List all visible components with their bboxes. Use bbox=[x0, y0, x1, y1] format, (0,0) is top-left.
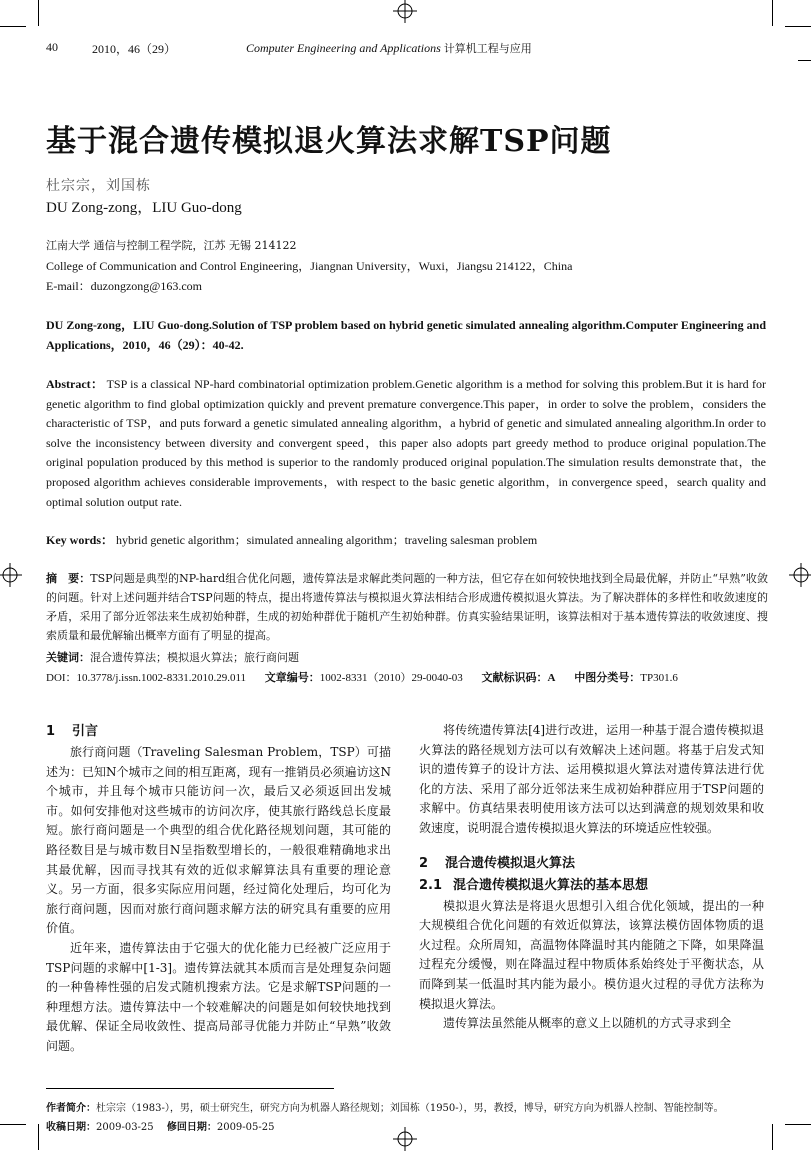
right-column bbox=[419, 721, 764, 1034]
classification-number: TP301.6 bbox=[640, 672, 678, 684]
author-bio bbox=[46, 1099, 724, 1114]
abstract-cn-text: TSP问题是典型的NP-hard组合优化问题，遗传算法是求解此类问题的一种方法，但它存在如何较快地找到全局最优解，并防止“早熟”收敛的问题。针对上述问题并结合TSP问题的特点，提出将遗传算法与模拟退火算法相结合形成遗传模拟退火算法。为了解决群体的多样性和收敛速度的矛盾，采用了部分近邻法来生成初始种群，生成的初始种群优于随机产生初始种群。仿真实验结果证明，该算法相对于基本遗传算法的收敛速度、搜索质量和最优解输出概率方面有了明显的提高。 bbox=[46, 572, 769, 642]
doi-line bbox=[46, 669, 678, 685]
abstract-cn bbox=[46, 569, 768, 645]
crop-mark bbox=[772, 1124, 773, 1150]
citation: DU Zong-zong，LIU Guo-dong.Solution of TSP problem based on hybrid genetic simulated annealing algorithm.Computer Engineering and Applications，2010，46（29）：40-42. bbox=[46, 318, 766, 352]
paragraph: 将传统遗传算法[4]进行改进，运用一种基于混合遗传模拟退火算法的路径规划方法可以有效解决上述问题。将基于启发式知识的遗传算子的设计方法、运用模拟退火算法对遗传算法进行优化的方法、采用了部分近邻法来生成初始种群应用于TSP问题的求解中。仿真结果表明使用该方法可以达到满意的规划效果和收敛速度，说明混合遗传模拟退火算法的环境适应性较强。 bbox=[419, 723, 764, 835]
revised-label: 修回日期： bbox=[166, 1122, 217, 1133]
section-heading bbox=[46, 721, 391, 743]
keywords-cn-label: 关键词： bbox=[46, 651, 90, 664]
section-title: 引言 bbox=[72, 724, 99, 739]
section-heading bbox=[419, 853, 764, 875]
section-title: 混合遗传模拟退火算法 bbox=[445, 855, 576, 871]
paper-title: 基于混合遗传模拟退火算法求解TSP问题 bbox=[46, 124, 612, 159]
section-number: 1 bbox=[46, 724, 56, 739]
registration-mark-icon bbox=[393, 0, 417, 23]
article-number-label: 文章编号： bbox=[264, 671, 320, 684]
abstract-cn-label: 摘 要： bbox=[46, 572, 91, 585]
paragraph: 模拟退火算法是将退火思想引入组合优化领域，提出的一种大规模组合优化问题的有效近似算法，该算法模仿固体物质的退火过程。众所周知，高温物体降温时其内能随之下降，如果降温过程充分缓慢，则在降温过程中物质体系始终处于平衡状态，从而降到某一低温时其内能为最小。模仿退火过程的寻优方法称为模拟退火算法。 bbox=[419, 898, 764, 1011]
registration-mark-icon bbox=[0, 563, 22, 587]
crop-mark bbox=[38, 0, 39, 26]
received-label: 收稿日期： bbox=[46, 1122, 96, 1133]
article-number: 1002-8331（2010）29-0040-03 bbox=[319, 672, 463, 684]
subsection-title: 混合遗传模拟退火算法的基本思想 bbox=[453, 877, 649, 893]
paragraph: 遗传算法虽然能从概率的意义上以随机的方式寻求到全 bbox=[443, 1016, 732, 1031]
crop-mark bbox=[38, 1124, 39, 1150]
section-number: 2 bbox=[419, 855, 429, 871]
crop-mark bbox=[785, 26, 811, 27]
document-code: A bbox=[547, 672, 556, 684]
affiliation-en: College of Communication and Control Engineering，Jiangnan University，Wuxi，Jiangsu 214122，China bbox=[46, 259, 573, 273]
revised-date: 2009-05-25 bbox=[216, 1122, 275, 1133]
journal-name-cn: 计算机工程与应用 bbox=[443, 42, 532, 55]
paragraph: 旅行商问题（Traveling Salesman Problem，TSP）可描述为：已知N个城市之间的相互距离，现有一推销员必须遍访这N个城市，并且每个城市只能访问一次，最后又必须返回出发城市。如何安排他对这些城市的访问次序，使其旅行路线总长度最短。旅行商问题是一个典型的组合优化路径规划问题，其可能的路径数目是与城市数目N呈指数型增长的，一般很难精确地求出其最优解，因而寻找其有效的近似求解算法具有重要的理论意义。另一方面，很多实际应用问题，经过简化处理后，均可化为旅行商问题，因而对旅行商问题求解方法的研究具有重要的应用价值。 bbox=[46, 745, 392, 936]
authors-cn: 杜宗宗，刘国栋 bbox=[46, 178, 151, 194]
crop-mark bbox=[0, 26, 26, 27]
keywords-cn bbox=[46, 649, 299, 665]
issue-info: 2010，46（29） bbox=[92, 42, 177, 56]
left-column bbox=[46, 721, 391, 1057]
abstract-text: TSP is a classical NP-hard combinatorial optimization problem.Genetic algorithm is a method for solving this problem.But it is hard for genetic algorithm to find global optimization quickly and prevent premature convergence.This paper，in order to solve the problem，considers the characteristic of TSP，and puts forward a genetic simulated annealing algorithm，a hybrid of genetic and simulated annealing algorithm.In order to solve the inconsistency between diversity and convergent speed，this paper also adopts part greedy method to produce original population.The original population produced by this method is superior to the randomly produced original population.The simulation results demonstrate that，the proposed algorithm achieves considerable improvements，with respect to the basic genetic algorithm，in convergence speed，search quality and optimal solution output rate. bbox=[46, 377, 767, 509]
page-number: 40 bbox=[46, 40, 58, 54]
footnote-rule bbox=[46, 1088, 334, 1089]
keywords-en bbox=[46, 531, 537, 548]
doi: DOI：10.3778/j.issn.1002-8331.2010.29.011 bbox=[46, 672, 247, 684]
abstract-label: Abstract： bbox=[46, 377, 104, 391]
crop-mark bbox=[785, 1124, 811, 1125]
author-bio-label: 作者简介： bbox=[46, 1103, 96, 1114]
email: E-mail：duzongzong@163.com bbox=[46, 279, 203, 293]
classification-label: 中图分类号： bbox=[574, 671, 641, 684]
affiliation-cn: 江南大学 通信与控制工程学院，江苏 无锡 214122 bbox=[46, 239, 297, 252]
registration-mark-icon bbox=[789, 563, 811, 587]
crop-mark bbox=[0, 1124, 26, 1125]
dates bbox=[46, 1118, 275, 1133]
document-code-label: 文献标识码： bbox=[481, 671, 548, 684]
author-bio-text: 杜宗宗（1983-），男，硕士研究生，研究方向为机器人路径规划；刘国栋（1950-），男，教授，博导，研究方向为机器人控制、智能控制等。 bbox=[96, 1103, 724, 1114]
paragraph: 近年来，遗传算法由于它强大的优化能力已经被广泛应用于TSP问题的求解中[1-3]。遗传算法就其本质而言是处理复杂问题的一种鲁棒性强的启发式随机搜索方法。它是求解TSP问题的一种理想方法。遗传算法中一个较难解决的问题是如何较快地找到最优解、保证全局收敛性、提高局部寻优能力并防止“早熟”收敛问题。 bbox=[46, 940, 391, 1053]
received-date: 2009-03-25 bbox=[96, 1122, 154, 1133]
registration-mark-icon bbox=[393, 1127, 417, 1151]
subsection-number: 2.1 bbox=[419, 877, 443, 893]
keywords-cn-text: 混合遗传算法；模拟退火算法；旅行商问题 bbox=[90, 651, 299, 664]
keywords-label: Key words： bbox=[46, 533, 113, 547]
authors-en: DU Zong-zong，LIU Guo-dong bbox=[46, 200, 242, 216]
crop-mark bbox=[772, 0, 773, 26]
journal-name-en: Computer Engineering and Applications bbox=[246, 41, 441, 55]
keywords-text: hybrid genetic algorithm；simulated annealing algorithm；traveling salesman problem bbox=[116, 533, 538, 547]
subsection-heading bbox=[419, 875, 764, 897]
crop-mark bbox=[798, 60, 811, 61]
abstract-en bbox=[46, 375, 766, 512]
journal-name bbox=[246, 40, 532, 56]
